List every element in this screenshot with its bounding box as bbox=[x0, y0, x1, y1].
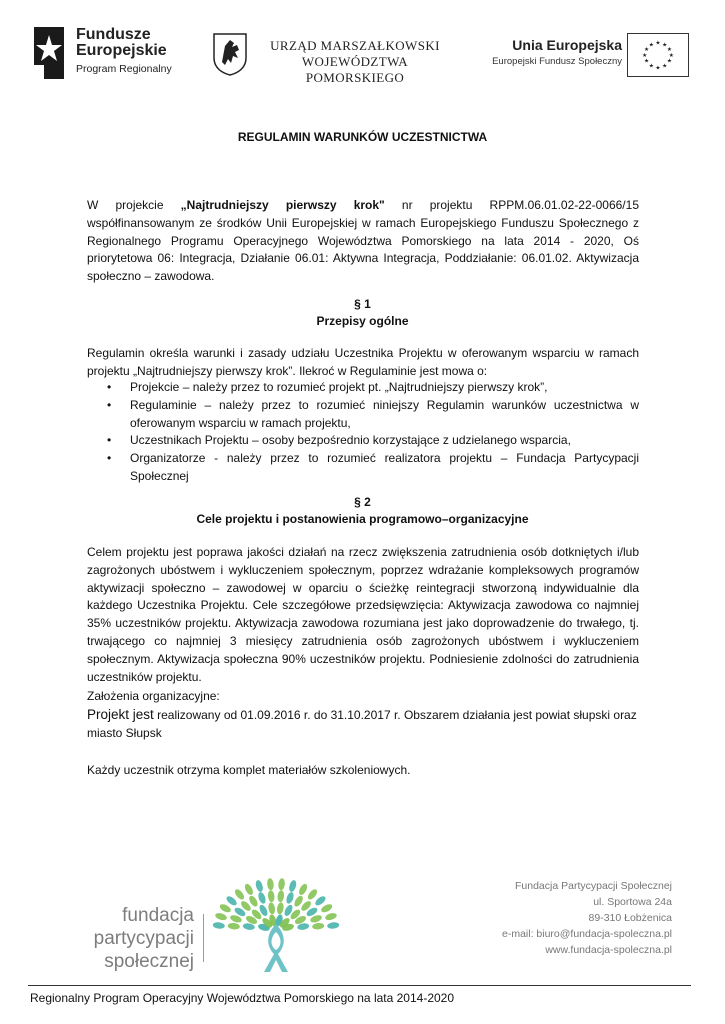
leaf-shape bbox=[277, 890, 285, 903]
logo-divider bbox=[203, 914, 204, 962]
foundation-address bbox=[460, 878, 672, 958]
address-line: ul. Sportowa 24a bbox=[593, 896, 672, 908]
leaf-shape bbox=[285, 891, 295, 904]
leaf-shape bbox=[225, 895, 238, 908]
leaf-shape bbox=[276, 902, 284, 915]
leaf-shape bbox=[306, 888, 319, 901]
svg-text:★: ★ bbox=[643, 58, 650, 65]
address-website[interactable]: www.fundacja-spoleczna.pl bbox=[545, 944, 672, 956]
document-title: REGULAMIN WARUNKÓW UCZESTNICTWA bbox=[237, 130, 488, 144]
section2-heading: Cele projektu i postanowienia programowo–organizacyjne bbox=[196, 512, 529, 526]
leaf-shape bbox=[267, 878, 275, 891]
bullet-icon: • bbox=[107, 380, 112, 394]
fp-word-2: partycypacji bbox=[93, 928, 194, 949]
svg-text:★: ★ bbox=[666, 58, 673, 65]
leaf-shape bbox=[324, 912, 337, 922]
leaf-shape bbox=[312, 922, 325, 930]
section1-paragraph: Regulamin określa warunki i zasady udziału Uczestnika Projektu w oferowanym wsparciu w ramach projektu „Najtrudniejszy pierwszy krok”. Ilekroć w Regulaminie jest mowa o: bbox=[87, 346, 639, 378]
bullet-icon: • bbox=[107, 433, 112, 448]
org-text: realizowany od 01.09.2016 r. do 31.10.2017 r. Obszarem działania jest powiat słupski oraz miasto Słupsk bbox=[87, 708, 637, 740]
leaf-shape bbox=[297, 883, 308, 897]
materials-line: Każdy uczestnik otrzyma komplet materiałów szkoleniowych. bbox=[87, 763, 411, 777]
address-email[interactable]: e-mail: biuro@fundacja-spoleczna.pl bbox=[502, 928, 672, 940]
leaf-shape bbox=[327, 922, 340, 930]
section2-number: § 2 bbox=[354, 495, 371, 509]
program-footer: Regionalny Program Operacyjny Województwa Pomorskiego na lata 2014-2020 bbox=[30, 991, 455, 1005]
svg-text:★: ★ bbox=[648, 42, 654, 49]
leaf-shape bbox=[257, 891, 267, 904]
section2-paragraph: Celem projektu jest poprawa jakości działań na rzecz zwiększenia zatrudnienia osób dotkniętych i/lub zagrożonych ubóstwem i wykluczeniem społecznym, poprzez wdrażanie kompleksowych programów aktywizacji społeczno – zawodowej w oparciu o ścieżkę reintegracji stworzoną indywidualnie dla każdego Uczestnika Projektu. Cele szczegółowe przedsięwzięcia: Aktywizacja zawodowa co najmniej 35% uczestników projektu. Aktywizacja zawodowa rozumiana jest jako doprowadzenie do trwałego, tj. trwającego co najmniej 3 miesięcy zatrudnienia osób zagrożonych ubóstwem i wykluczeniem społecznym. Aktywizacja społeczna 90% uczestników projektu. Podniesienie zdolności do zatrudnienia uczestników projektu. bbox=[87, 545, 639, 684]
urzad-marszalkowski-logo bbox=[212, 32, 452, 85]
um-logo-line2: WOJEWÓDZTWA POMORSKIEGO bbox=[301, 54, 409, 85]
svg-text:★: ★ bbox=[655, 40, 661, 47]
leaf-shape bbox=[320, 903, 334, 914]
svg-text:★: ★ bbox=[655, 65, 661, 72]
leaf-shape bbox=[278, 878, 286, 891]
fe-logo-line2: Europejskie bbox=[76, 42, 167, 59]
leaf-shape bbox=[212, 922, 225, 930]
list-item bbox=[87, 450, 639, 486]
list-item bbox=[87, 432, 639, 450]
leaf-shape bbox=[243, 883, 254, 897]
section1-number: § 1 bbox=[354, 297, 371, 311]
tree-ribbon-icon bbox=[210, 874, 342, 974]
org-paragraph bbox=[87, 706, 647, 743]
org-label: Założenia organizacyjne: bbox=[87, 689, 220, 703]
list-item-text: Organizatorze - należy przez to rozumieć realizatora projektu – Fundacja Partycypacji Społecznej bbox=[130, 451, 639, 483]
eu-logo-line1: Unia Europejska bbox=[512, 37, 622, 53]
svg-text:★: ★ bbox=[668, 52, 674, 59]
org-big-text: Projekt jest bbox=[87, 707, 154, 722]
svg-text:★: ★ bbox=[662, 63, 668, 70]
fe-logo-line3: Program Regionalny bbox=[76, 63, 172, 75]
griffin-crest-icon bbox=[212, 32, 248, 76]
address-line: 89-310 Łobżenica bbox=[588, 912, 672, 924]
bullet-icon: • bbox=[107, 451, 112, 466]
list-item-text: Regulaminie – należy przez to rozumieć niniejszy Regulamin warunków uczestnictwa w oferowanym wsparciu w ramach projektu, bbox=[130, 397, 639, 430]
leaf-shape bbox=[214, 912, 227, 922]
intro-after: nr projektu RPPM.06.01.02-22-0066/15 współfinansowanym ze środków Unii Europejskiej w ramach Europejskiego Funduszu Społecznego z Regionalnego Programu Operacyjnego Województwa Pomorskiego na lata 2014 - 2020, Oś priorytetowa 06: Integracja, Działanie 06.01: Aktywna Integracja, Poddziałanie: 06.01.02. Aktywizacja społeczno – zawodowa. bbox=[87, 198, 639, 284]
list-item bbox=[87, 397, 639, 433]
leaf-shape bbox=[268, 902, 276, 915]
fundusze-europejskie-logo bbox=[34, 25, 184, 81]
eu-logo-line2: Europejski Fundusz Społeczny bbox=[492, 56, 622, 67]
um-logo-line1: URZĄD MARSZAŁKOWSKI bbox=[270, 38, 440, 53]
leaf-shape bbox=[219, 903, 233, 914]
svg-text:★: ★ bbox=[643, 47, 650, 54]
intro-before: W projekcie bbox=[87, 198, 181, 212]
fe-logo-line1: Fundusze bbox=[76, 26, 151, 43]
footer-divider bbox=[28, 985, 691, 986]
eu-flag-icon bbox=[627, 33, 689, 77]
fe-star-icon bbox=[34, 27, 64, 79]
svg-text:★: ★ bbox=[662, 42, 668, 49]
intro-paragraph bbox=[87, 197, 639, 286]
project-name: „Najtrudniejszy pierwszy krok" bbox=[180, 198, 385, 212]
leaf-shape bbox=[233, 888, 246, 901]
section1-heading: Przepisy ogólne bbox=[316, 314, 409, 328]
leaf-shape bbox=[288, 879, 298, 892]
unia-europejska-logo bbox=[478, 33, 690, 79]
definitions-list bbox=[87, 379, 639, 486]
bullet-icon: • bbox=[107, 397, 112, 412]
leaf-shape bbox=[314, 895, 327, 908]
svg-text:★: ★ bbox=[648, 63, 654, 70]
leaf-shape bbox=[254, 879, 264, 892]
fp-word-1: fundacja bbox=[122, 905, 194, 926]
list-item-text: Projekcie – należy przez to rozumieć projekt pt. „Najtrudniejszy pierwszy krok”, bbox=[130, 380, 548, 394]
list-item-text: Uczestnikach Projektu – osoby bezpośrednio korzystające z udzielanego wsparcia, bbox=[130, 433, 571, 448]
fp-word-3: społecznej bbox=[104, 951, 194, 972]
fundacja-logo bbox=[86, 874, 346, 974]
leaf-shape bbox=[227, 922, 240, 930]
list-item bbox=[87, 379, 639, 397]
svg-text:★: ★ bbox=[666, 47, 673, 54]
leaf-shape bbox=[267, 890, 275, 903]
svg-text:★: ★ bbox=[642, 52, 648, 59]
address-line: Fundacja Partycypacji Społecznej bbox=[515, 880, 672, 892]
